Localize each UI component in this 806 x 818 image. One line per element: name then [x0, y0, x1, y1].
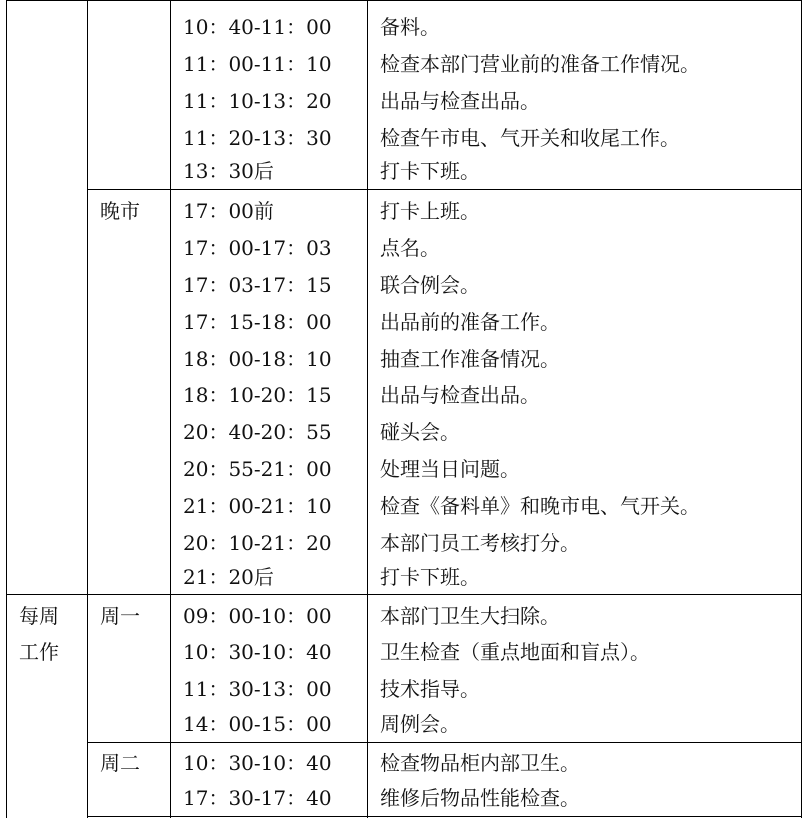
table-border-top: [6, 0, 802, 1]
evening-label: 晚市: [100, 199, 140, 223]
task-cell: 本部门员工考核打分。: [380, 531, 580, 555]
time-cell: 21：00-21：10: [183, 494, 332, 518]
task-cell: 出品与检查出品。: [380, 383, 540, 407]
time-cell: 14：00-15：00: [183, 712, 332, 736]
table-border-left: [6, 0, 7, 818]
time-cell: 10：30-10：40: [183, 640, 332, 664]
task-cell: 卫生检查（重点地面和盲点）。: [380, 640, 650, 664]
time-cell: 17：30-17：40: [183, 786, 332, 810]
time-cell: 18：00-18：10: [183, 347, 332, 371]
task-cell: 周例会。: [380, 712, 460, 736]
task-cell: 检查本部门营业前的准备工作情况。: [380, 52, 700, 76]
task-cell: 本部门卫生大扫除。: [380, 604, 560, 628]
time-cell: 17：00前: [183, 199, 274, 223]
time-cell: 11：20-13：30: [183, 126, 332, 150]
time-cell: 10：30-10：40: [183, 751, 332, 775]
time-cell: 20：55-21：00: [183, 457, 332, 481]
time-cell: 21：20后: [183, 565, 274, 589]
monday-label: 周一: [100, 604, 140, 628]
table-divider-subcategory: [170, 0, 171, 818]
task-cell: 检查物品柜内部卫生。: [380, 751, 580, 775]
task-cell: 出品前的准备工作。: [380, 310, 560, 334]
task-cell: 维修后物品性能检查。: [380, 786, 580, 810]
task-cell: 检查《备料单》和晚市电、气开关。: [380, 494, 700, 518]
tuesday-label: 周二: [100, 751, 140, 775]
time-cell: 17：03-17：15: [183, 273, 332, 297]
task-cell: 检查午市电、气开关和收尾工作。: [380, 126, 680, 150]
weekly-label-line1: 每周: [19, 604, 59, 628]
table-border-right: [801, 0, 802, 818]
task-cell: 打卡下班。: [380, 159, 480, 183]
time-cell: 17：00-17：03: [183, 236, 332, 260]
time-cell: 20：40-20：55: [183, 420, 332, 444]
task-cell: 打卡下班。: [380, 565, 480, 589]
task-cell: 抽查工作准备情况。: [380, 347, 560, 371]
time-cell: 10：40-11：00: [183, 15, 332, 39]
task-cell: 碰头会。: [380, 420, 460, 444]
task-cell: 技术指导。: [380, 677, 480, 701]
table-divider-time: [367, 0, 368, 818]
time-cell: 11：30-13：00: [183, 677, 332, 701]
task-cell: 处理当日问题。: [380, 457, 520, 481]
time-cell: 18：10-20：15: [183, 383, 332, 407]
time-cell: 11：10-13：20: [183, 89, 332, 113]
time-cell: 17：15-18：00: [183, 310, 332, 334]
time-cell: 09：00-10：00: [183, 604, 332, 628]
task-cell: 打卡上班。: [380, 199, 480, 223]
task-cell: 联合例会。: [380, 273, 480, 297]
task-cell: 点名。: [380, 236, 440, 260]
time-cell: 13：30后: [183, 159, 274, 183]
time-cell: 20：10-21：20: [183, 531, 332, 555]
weekly-label-line2: 工作: [19, 640, 59, 664]
table-divider-category: [87, 0, 88, 818]
task-cell: 备料。: [380, 15, 440, 39]
time-cell: 11：00-11：10: [183, 52, 332, 76]
task-cell: 出品与检查出品。: [380, 89, 540, 113]
